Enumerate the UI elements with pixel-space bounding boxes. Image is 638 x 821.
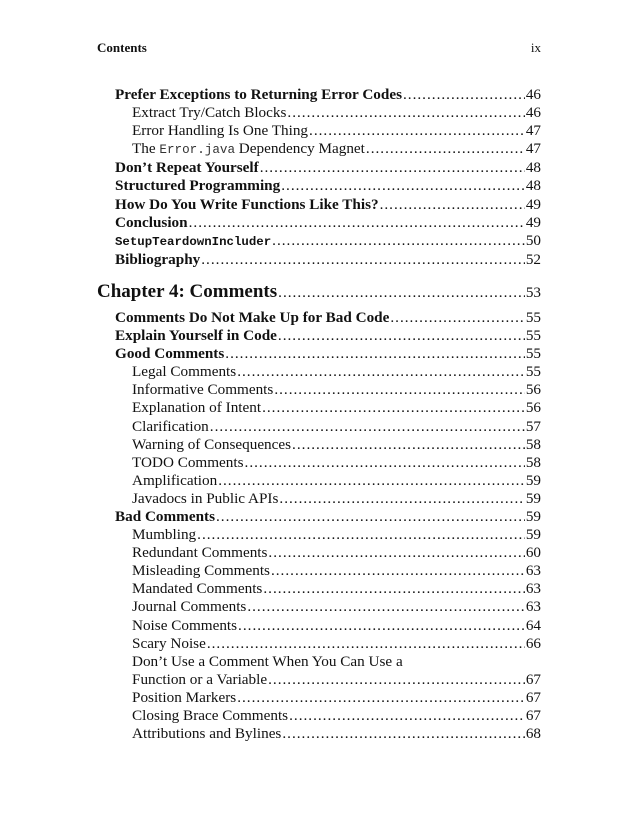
toc-entry-text: Javadocs in Public APIs [132, 489, 279, 507]
toc-entry[interactable] [115, 508, 541, 526]
toc-entry-text: Mandated Comments [132, 580, 263, 598]
toc-page-number: 59 [525, 526, 541, 544]
toc-entry-title [132, 580, 262, 598]
toc-page-number: 64 [525, 616, 541, 634]
toc-page-number: 56 [525, 381, 541, 399]
dot-leader [260, 159, 525, 177]
toc-entry[interactable] [132, 363, 541, 381]
dot-leader [207, 635, 525, 653]
toc-page-number: 59 [525, 489, 541, 507]
dot-leader [272, 232, 525, 250]
toc-entry[interactable] [132, 707, 541, 725]
toc-entry-text: How Do You Write Functions Like This? [115, 195, 379, 213]
toc-entry-text: Comments Do Not Make Up for Bad Code [115, 308, 390, 326]
toc-entry-text: Good Comments [115, 345, 225, 363]
toc-entry[interactable] [132, 104, 541, 122]
toc-entry-text: Conclusion [115, 213, 188, 231]
toc-entry-title [132, 104, 286, 122]
toc-entry[interactable] [132, 381, 541, 399]
toc-entry-text: Clarification [132, 417, 209, 435]
toc-entry-text: Don’t Use a Comment When You Can Use a [132, 652, 403, 670]
toc-page-number: 63 [525, 562, 541, 580]
toc-entry[interactable] [115, 327, 541, 345]
toc-page-number: 68 [525, 725, 541, 743]
toc-entry-text: Structured Programming [115, 177, 281, 195]
dot-leader [225, 345, 525, 363]
toc-entry-text: Function or a Variable [132, 670, 268, 688]
toc-entry-text: Warning of Consequences [132, 435, 292, 453]
toc-entry-text: Journal Comments [132, 598, 247, 616]
toc-entry-title [115, 86, 402, 104]
toc-page-number: 56 [525, 399, 541, 417]
toc-entry[interactable] [115, 309, 541, 327]
toc-entry-text: Extract Try/Catch Blocks [132, 104, 287, 122]
dot-leader [210, 418, 525, 436]
toc-entry-text: Dependency Magnet [235, 140, 365, 158]
dot-leader [274, 381, 525, 399]
dot-leader [292, 436, 525, 454]
toc-entry-title [115, 345, 224, 363]
toc-entry[interactable] [132, 140, 541, 159]
dot-leader [390, 309, 524, 327]
toc-entry-title [115, 159, 259, 177]
dot-leader [278, 327, 525, 345]
toc-entry-title [132, 363, 236, 381]
toc-entry[interactable] [132, 653, 541, 671]
toc-entry-text: Amplification [132, 471, 218, 489]
toc-entry-text: Error Handling Is One Thing [132, 122, 309, 140]
toc-entry-title [132, 140, 365, 159]
toc-page-number: 60 [525, 544, 541, 562]
toc-entry-title [132, 454, 244, 472]
toc-entry-title [132, 399, 261, 417]
toc-page-number: 58 [525, 453, 541, 471]
toc-page-number: 53 [525, 283, 541, 301]
toc-entry-title [115, 508, 215, 526]
toc-entry-title [132, 617, 237, 635]
dot-leader [201, 251, 525, 269]
toc-entry-title [132, 490, 278, 508]
toc-entry-title [132, 653, 403, 671]
page-number: ix [530, 40, 541, 55]
toc-entry-title [115, 327, 277, 345]
dot-leader [282, 725, 524, 743]
toc-entry-title [132, 381, 273, 399]
toc-page-number: 55 [525, 345, 541, 363]
toc-entry-text: Noise Comments [132, 616, 238, 634]
toc-entry-text: Closing Brace Comments [132, 707, 289, 724]
toc-entry-text: Explain Yourself in Code [115, 327, 277, 345]
toc-entry[interactable] [132, 454, 541, 472]
toc-entry[interactable] [132, 635, 541, 653]
toc-entry-title [132, 526, 196, 544]
toc-entry[interactable] [132, 418, 541, 436]
toc-entry-title [115, 309, 389, 327]
dot-leader [287, 104, 524, 122]
dot-leader [279, 490, 524, 508]
toc-entry-text: Mumbling [132, 526, 197, 544]
dot-leader [289, 707, 525, 725]
toc-entry[interactable] [132, 122, 541, 140]
dot-leader [278, 282, 525, 304]
toc-page-number: 67 [525, 688, 541, 706]
dot-leader [189, 214, 525, 232]
toc-entry[interactable] [115, 232, 541, 251]
dot-leader [271, 562, 525, 580]
toc-entry[interactable] [115, 196, 541, 214]
toc-entry-text: Legal Comments [132, 363, 237, 381]
toc-entry-title [132, 544, 267, 562]
dot-leader [237, 689, 525, 707]
dot-leader [238, 617, 525, 635]
toc-entry-code-text: Error.java [159, 143, 235, 158]
toc-entry[interactable] [132, 598, 541, 616]
toc-entry-title [132, 671, 267, 689]
toc-entry-title [132, 122, 308, 140]
toc-entry[interactable] [115, 177, 541, 195]
toc-entry[interactable] [115, 345, 541, 363]
toc-entry-title [115, 196, 379, 214]
toc-page-number: 49 [525, 213, 541, 231]
toc-entry-text: Redundant Comments [132, 544, 268, 562]
dot-leader [263, 580, 524, 598]
toc-page-number: 63 [525, 598, 541, 616]
toc-entry-title [115, 232, 271, 251]
toc-entry[interactable] [132, 671, 541, 689]
toc-entry-text: TODO Comments [132, 453, 244, 471]
dot-leader [218, 472, 525, 490]
toc-entry-title [132, 472, 217, 490]
toc-page-number: 67 [525, 707, 541, 724]
toc-page-number: 66 [525, 634, 541, 652]
toc-entry-title [132, 635, 206, 653]
toc-entry-title [132, 598, 246, 616]
toc-entry[interactable] [132, 580, 541, 598]
toc-entry[interactable] [132, 526, 541, 544]
toc-page-number: 55 [525, 327, 541, 345]
dot-leader [366, 140, 525, 158]
dot-leader [380, 196, 525, 214]
toc-entry-text: Explanation of Intent [132, 399, 262, 417]
toc-page-number: 59 [525, 507, 541, 525]
toc-entry-title [132, 562, 270, 580]
toc-entry-text: The [132, 140, 160, 158]
toc-entry-text: Misleading Comments [132, 562, 270, 580]
toc-page-number: 67 [525, 670, 541, 688]
toc-entry-text: Position Markers [132, 688, 237, 706]
toc-page-number: 48 [525, 159, 541, 177]
table-of-contents [0, 86, 638, 743]
toc-chapter-entry[interactable] [97, 281, 541, 304]
toc-page-number: 57 [525, 417, 541, 435]
toc-page-number: 48 [525, 177, 541, 195]
toc-entry-text: Bad Comments [115, 507, 215, 525]
toc-page-number: 46 [525, 86, 541, 103]
toc-entry[interactable] [115, 159, 541, 177]
toc-entry-title [97, 281, 277, 303]
toc-entry[interactable] [115, 86, 541, 104]
toc-entry[interactable] [132, 617, 541, 635]
toc-entry[interactable] [132, 562, 541, 580]
running-header [97, 40, 541, 56]
dot-leader [247, 598, 524, 616]
toc-entry[interactable] [115, 214, 541, 232]
dot-leader [268, 544, 524, 562]
dot-leader [403, 86, 525, 104]
dot-leader [268, 671, 525, 689]
toc-entry-text: Bibliography [115, 250, 201, 268]
toc-entry-text: Attributions and Bylines [132, 725, 282, 743]
toc-entry-title [132, 689, 236, 707]
toc-entry[interactable] [115, 251, 541, 269]
toc-entry-title [115, 214, 188, 232]
toc-page-number: 49 [525, 195, 541, 213]
toc-entry-text: Scary Noise [132, 634, 206, 652]
toc-page-number: 47 [525, 140, 541, 158]
toc-entry[interactable] [132, 544, 541, 562]
toc-page-number: 52 [525, 250, 541, 268]
toc-page-number: 46 [525, 104, 541, 122]
toc-page-number: 50 [525, 231, 541, 249]
toc-entry-code-text: SetupTeardownIncluder [115, 234, 272, 249]
dot-leader [281, 177, 525, 195]
toc-entry[interactable] [132, 689, 541, 707]
toc-entry-text: Don’t Repeat Yourself [115, 159, 259, 177]
toc-page-number: 55 [525, 363, 541, 381]
toc-entry-title [132, 436, 291, 454]
toc-page-number: 47 [525, 122, 541, 140]
toc-entry-text: Informative Comments [132, 381, 274, 399]
toc-page-number: 55 [525, 308, 541, 326]
running-header-title: Contents [97, 40, 147, 55]
toc-entry-title [132, 707, 288, 725]
toc-entry[interactable] [132, 436, 541, 454]
dot-leader [197, 526, 525, 544]
toc-entry[interactable] [132, 725, 541, 743]
toc-entry[interactable] [132, 472, 541, 490]
toc-entry[interactable] [132, 399, 541, 417]
toc-entry-title [115, 177, 280, 195]
dot-leader [216, 508, 525, 526]
toc-entry[interactable] [132, 490, 541, 508]
toc-entry-text: Prefer Exceptions to Returning Error Codes [115, 86, 402, 103]
toc-entry-title [132, 725, 281, 743]
dot-leader [245, 454, 525, 472]
toc-page-number: 59 [525, 471, 541, 489]
toc-page-number: 63 [525, 580, 541, 598]
dot-leader [309, 122, 525, 140]
toc-entry-text: Chapter 4: Comments [97, 280, 278, 302]
dot-leader [262, 399, 525, 417]
toc-page-number: 58 [525, 435, 541, 453]
toc-entry-title [132, 418, 209, 436]
dot-leader [237, 363, 525, 381]
toc-entry-title [115, 251, 200, 269]
